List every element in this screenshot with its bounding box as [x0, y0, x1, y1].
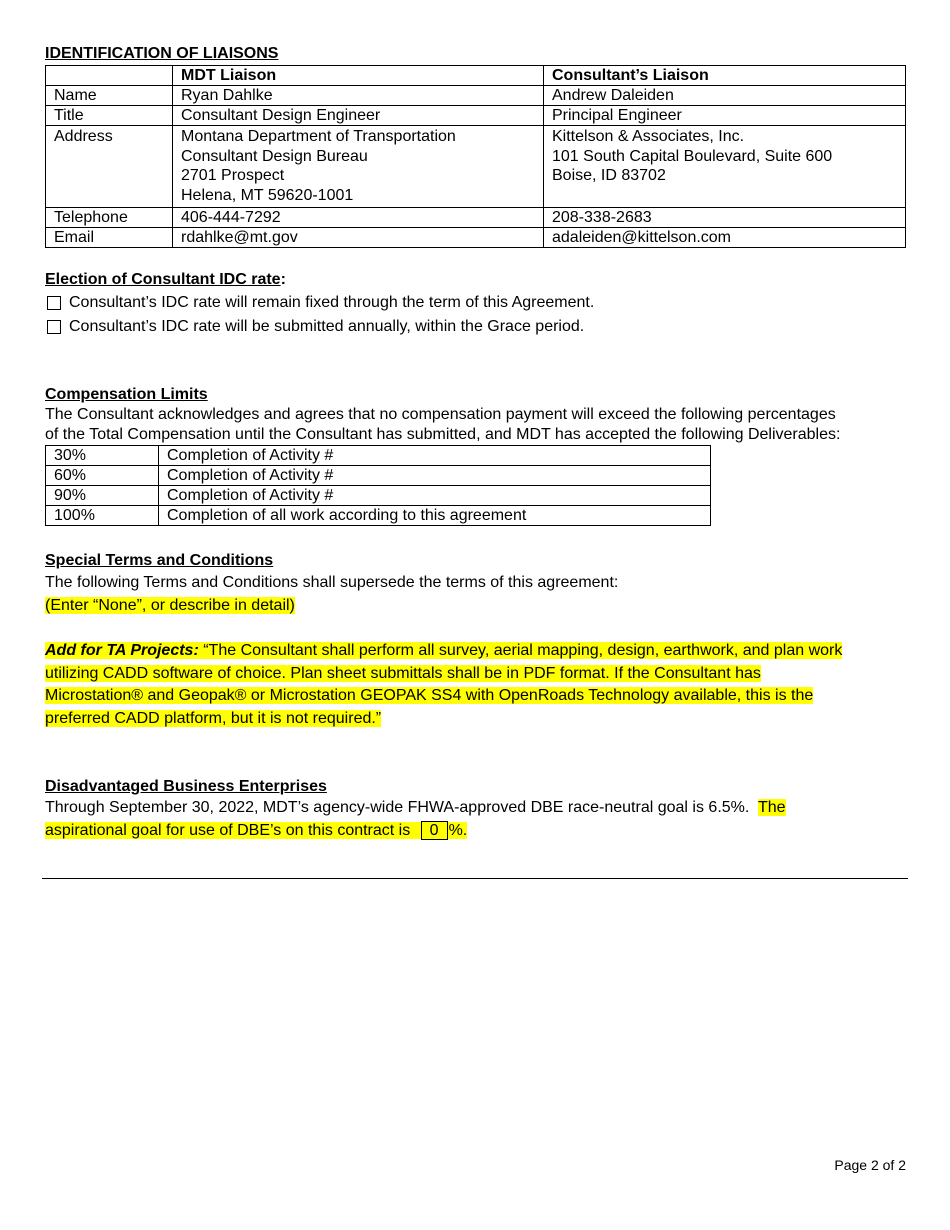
dbe-text: Through September 30, 2022, MDT’s agency-wide FHWA-approved DBE race-neutral goal is 6.5%.: [45, 799, 758, 816]
comp-percent: 60%: [46, 466, 159, 486]
consultant-telephone: 208-338-2683: [544, 208, 906, 228]
checkbox-icon[interactable]: [47, 320, 61, 334]
dbe-text-highlight: The: [757, 799, 786, 816]
liaisons-table: [45, 65, 906, 248]
dbe-goal-field[interactable]: 0: [421, 821, 448, 840]
comp-desc: Completion of Activity #: [159, 486, 711, 506]
address-line: Helena, MT 59620-1001: [181, 186, 354, 204]
consultant-title: Principal Engineer: [544, 106, 906, 126]
row-label: Email: [46, 228, 173, 248]
consultant-email: adaleiden@kittelson.com: [544, 228, 906, 248]
liaisons-title: IDENTIFICATION OF LIAISONS: [45, 45, 279, 62]
compensation-text-2: of the Total Compensation until the Consultant has submitted, and MDT has accepted the following Deliverables:: [45, 425, 841, 443]
address-line: Consultant Design Bureau: [181, 147, 368, 165]
dbe-title: Disadvantaged Business Enterprises: [45, 778, 327, 795]
special-title: Special Terms and Conditions: [45, 552, 274, 569]
row-label: Telephone: [46, 208, 173, 228]
mdt-email: rdahlke@mt.gov: [173, 228, 544, 248]
special-instruction: (Enter “None”, or describe in detail): [45, 597, 295, 614]
ta-line: preferred CADD platform, but it is not required.”: [45, 709, 382, 727]
ta-line: “The Consultant shall perform all survey, aerial mapping, design, earthwork, and plan work: [198, 642, 843, 659]
page-number: Page 2 of 2: [834, 1157, 906, 1173]
ta-paragraph: [45, 640, 907, 730]
liaisons-header-row: [46, 66, 906, 86]
idc-option-label: Consultant’s IDC rate will remain fixed through the term of this Agreement.: [69, 294, 595, 311]
special-intro: The following Terms and Conditions shall supersede the terms of this agreement:: [45, 574, 619, 591]
dbe-text: aspirational goal for use of DBE’s on this contract is: [45, 821, 415, 839]
idc-colon: :: [280, 271, 286, 288]
table-row: [46, 228, 906, 248]
ta-line: utilizing CADD software of choice. Plan sheet submittals shall be in PDF format. If the Consultant has: [45, 664, 761, 682]
table-row: [46, 126, 906, 208]
comp-percent: 100%: [46, 506, 159, 526]
mdt-title: Consultant Design Engineer: [173, 106, 544, 126]
address-line: Boise, ID 83702: [552, 167, 666, 184]
address-line: 101 South Capital Boulevard, Suite 600: [552, 147, 833, 165]
comp-desc: Completion of Activity #: [159, 466, 711, 486]
ta-label: Add for TA Projects:: [45, 642, 199, 659]
idc-option-annual[interactable]: [45, 315, 907, 339]
row-label: Name: [46, 86, 173, 106]
ta-line: Microstation® and Geopak® or Microstation GEOPAK SS4 with OpenRoads Technology available, this is the: [45, 687, 814, 704]
comp-desc: Completion of all work according to this agreement: [159, 506, 711, 526]
consultant-name: Andrew Daleiden: [544, 86, 906, 106]
address-line: 2701 Prospect: [181, 167, 285, 184]
address-line: Kittelson & Associates, Inc.: [552, 128, 745, 145]
dbe-paragraph: [45, 797, 907, 842]
address-line: Montana Department of Transportation: [181, 128, 456, 145]
dbe-text: %.: [448, 821, 468, 839]
mdt-telephone: 406-444-7292: [173, 208, 544, 228]
compensation-table: [45, 445, 711, 526]
row-label: Title: [46, 106, 173, 126]
table-row: [46, 208, 906, 228]
table-row: [46, 506, 711, 526]
table-row: [46, 106, 906, 126]
header-blank: [46, 66, 173, 86]
table-row: [46, 446, 711, 466]
comp-percent: 90%: [46, 486, 159, 506]
consultant-address: [544, 126, 906, 208]
table-row: [46, 486, 711, 506]
checkbox-icon[interactable]: [47, 296, 61, 310]
idc-option-fixed[interactable]: [45, 291, 907, 315]
header-mdt-liaison: MDT Liaison: [173, 66, 544, 86]
comp-desc: Completion of Activity #: [159, 446, 711, 466]
mdt-name: Ryan Dahlke: [173, 86, 544, 106]
divider: [42, 878, 908, 879]
compensation-text-1: The Consultant acknowledges and agrees that no compensation payment will exceed the following percentages: [45, 406, 836, 423]
table-row: [46, 466, 711, 486]
idc-heading: [45, 270, 907, 290]
comp-percent: 30%: [46, 446, 159, 466]
mdt-address: [173, 126, 544, 208]
idc-title: Election of Consultant IDC rate: [45, 271, 281, 288]
row-label: Address: [46, 126, 173, 208]
idc-option-label: Consultant’s IDC rate will be submitted annually, within the Grace period.: [69, 318, 585, 335]
header-consultant-liaison: Consultant’s Liaison: [544, 66, 906, 86]
compensation-title: Compensation Limits: [45, 386, 208, 403]
table-row: [46, 86, 906, 106]
document-page: [45, 44, 907, 842]
